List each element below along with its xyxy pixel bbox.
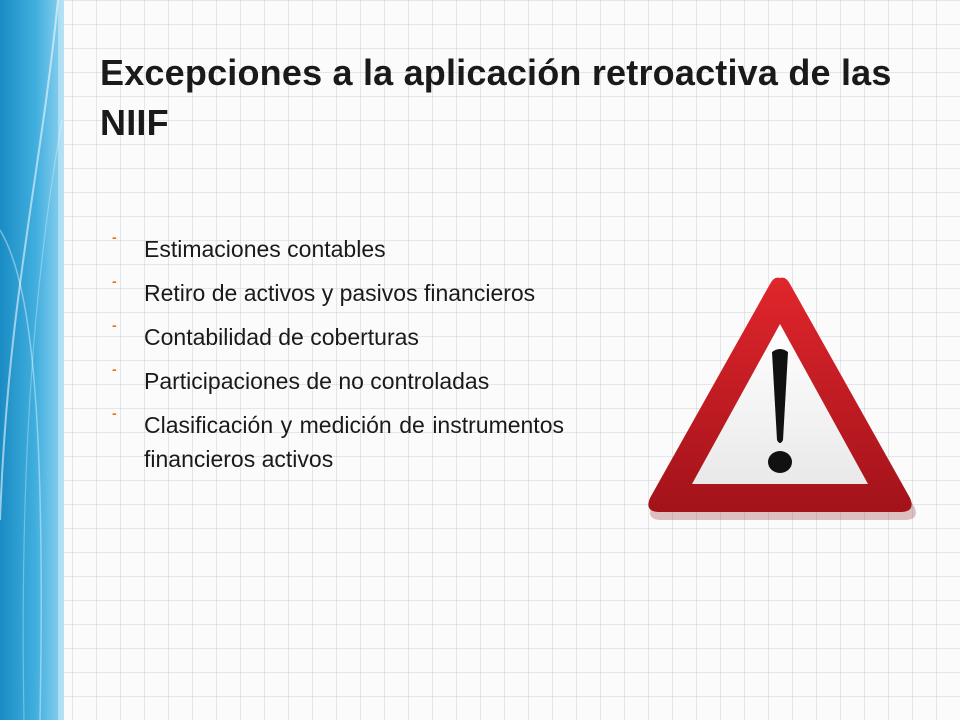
bullet-marker: - [112, 405, 117, 421]
bullet-text: Participaciones de no controladas [144, 368, 490, 394]
list-item [112, 229, 564, 266]
bullet-marker: - [112, 229, 117, 245]
bullet-text: Estimaciones contables [144, 236, 386, 262]
warning-triangle-icon [640, 272, 920, 522]
bullet-list [112, 229, 564, 486]
bullet-text: Retiro de activos y pasivos financieros [144, 280, 536, 306]
decorative-side-band [0, 0, 64, 720]
bullet-text: Clasificación y medición de instrumentos financieros activos [144, 412, 564, 472]
slide-title: Excepciones a la aplicación retroactiva de las NIIF [100, 52, 892, 143]
list-item [112, 405, 564, 476]
bullet-marker: - [112, 273, 117, 289]
list-item [112, 317, 564, 354]
list-item [112, 273, 564, 310]
bullet-text: Contabilidad de coberturas [144, 324, 419, 350]
bullet-marker: - [112, 317, 117, 333]
bullet-marker: - [112, 361, 117, 377]
list-item [112, 361, 564, 398]
